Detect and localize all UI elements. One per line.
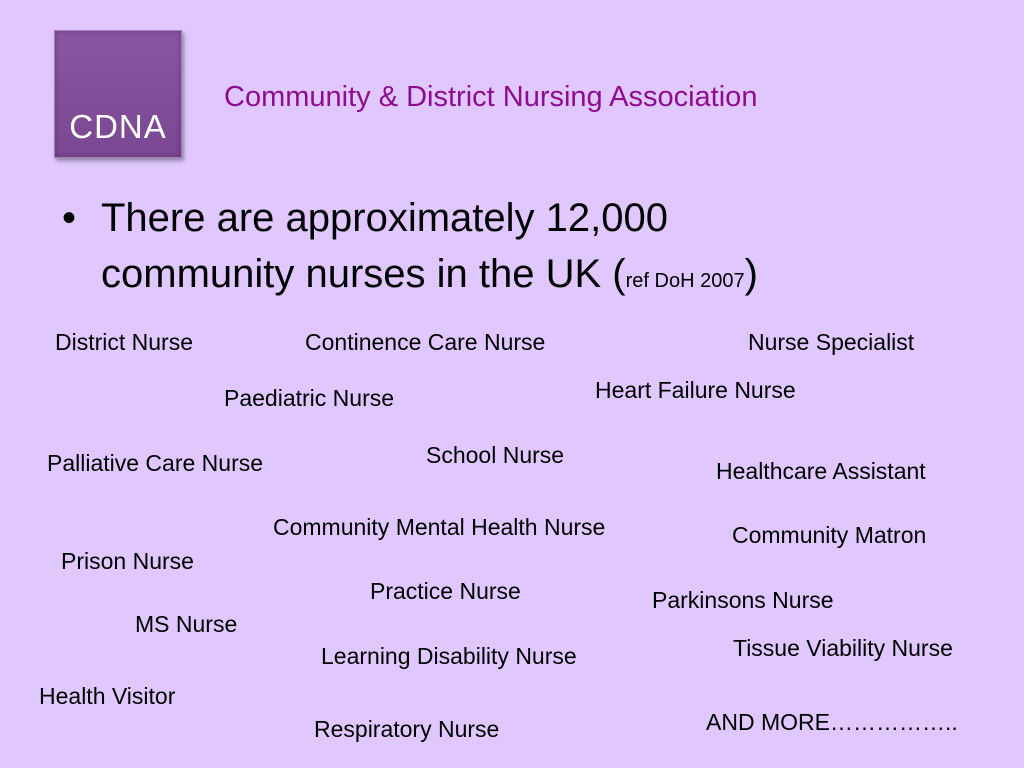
- role-ms-nurse: MS Nurse: [135, 611, 238, 637]
- role-tissue-viability-nurse: Tissue Viability Nurse: [733, 635, 953, 661]
- role-practice-nurse: Practice Nurse: [370, 578, 521, 604]
- role-community-mental-health-nurse: Community Mental Health Nurse: [273, 514, 606, 540]
- slide-title: Community & District Nursing Association: [224, 81, 758, 113]
- role-parkinsons-nurse: Parkinsons Nurse: [652, 587, 834, 613]
- bullet-text-line1: There are approximately 12,000: [101, 196, 668, 240]
- role-continence-care-nurse: Continence Care Nurse: [305, 329, 546, 355]
- role-learning-disability-nurse: Learning Disability Nurse: [321, 643, 577, 669]
- role-school-nurse: School Nurse: [426, 442, 565, 468]
- reference-note: ref DoH 2007: [625, 270, 745, 292]
- cdna-logo: [54, 30, 182, 158]
- role-paediatric-nurse: Paediatric Nurse: [224, 385, 395, 411]
- role-respiratory-nurse: Respiratory Nurse: [314, 716, 500, 742]
- role-community-matron: Community Matron: [732, 522, 927, 548]
- role-health-visitor: Health Visitor: [39, 683, 176, 709]
- role-and-more: AND MORE……………..: [706, 709, 958, 735]
- role-heart-failure-nurse: Heart Failure Nurse: [595, 377, 796, 403]
- logo-text: CDNA: [69, 108, 167, 145]
- role-palliative-care-nurse: Palliative Care Nurse: [47, 450, 264, 476]
- bullet-list: [62, 190, 962, 309]
- role-prison-nurse: Prison Nurse: [61, 548, 194, 574]
- bullet-marker: •: [62, 196, 77, 240]
- role-healthcare-assistant: Healthcare Assistant: [716, 458, 926, 484]
- role-district-nurse: District Nurse: [55, 329, 194, 355]
- bullet-text-suffix: ): [744, 252, 758, 296]
- bullet-item: [62, 190, 962, 309]
- bullet-text-line2: community nurses in the UK (: [101, 252, 626, 296]
- role-nurse-specialist: Nurse Specialist: [748, 329, 915, 355]
